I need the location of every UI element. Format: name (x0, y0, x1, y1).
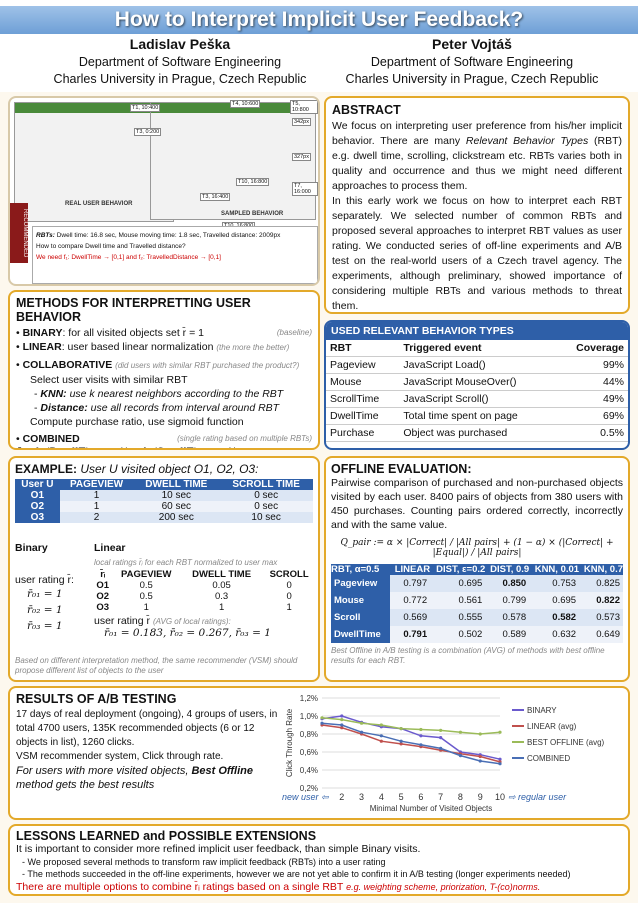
table-row (331, 575, 623, 592)
rbt-header-row (326, 340, 628, 357)
cell: O3 (15, 512, 60, 523)
cell: O2 (15, 501, 60, 512)
author-2-uni: Charles University in Prague, Czech Republic (345, 72, 599, 86)
data-point (479, 732, 482, 735)
collab-desc: Select user visits with similar RBT (30, 374, 188, 386)
data-point (439, 736, 442, 739)
x-tick-label: 9 (477, 792, 483, 802)
methods-body: • BINARY: for all visited objects set r̄ = 1 (baseline) • LINEAR: user based linear normalization (the more the better) • COLLABORATIVE (did users with similar RBT purchased the product?) Select user visits with similar RBT - KNN: use k nearest neighbors according to the RBT - Distance: use all records from interval around RBT Compute purchase ratio, use sigmoid function • COMBINED (single rating based on multiple RBTs) (16, 326, 312, 450)
data-point (459, 731, 462, 734)
data-point (340, 714, 343, 717)
tag-6: 327px (294, 154, 309, 160)
example-subtitle: User U visited object O1, O2, O3: (77, 462, 259, 476)
example-footnote: Based on different interpretation method, the same recommender (VSM) should propose different list of objects to the user (15, 656, 298, 675)
hdr: KNN, 0.7 (579, 564, 623, 575)
cell: O3 (96, 602, 110, 613)
rbts-label: RBTs: (36, 232, 55, 239)
ab-text-2: VSM recommender system, Click through rate. (16, 751, 224, 762)
cell: 0 sec (254, 501, 279, 512)
cell: 0.632 (552, 629, 577, 640)
table-row (326, 357, 628, 374)
sampled-behavior-label: SAMPLED BEHAVIOR (221, 211, 284, 217)
cell: 1 (218, 602, 225, 613)
rbt-header: RBT (326, 340, 399, 357)
cell: DWELL TIME (192, 569, 252, 580)
cell: 200 sec (158, 512, 194, 523)
cell: 0 (286, 591, 292, 602)
ctr-chart (282, 690, 622, 818)
binary-label: BINARY (22, 327, 63, 339)
binary-heading: Binary (15, 542, 48, 554)
y-tick-label: 1,2% (299, 694, 318, 703)
linear-ratings: r̄₀₁ = 0.183, r̄₀₂ = 0.267, r̄₀₃ = 1 (104, 627, 271, 639)
abstract-text-1a: We focus on interpreting user preference from his/her implicit behavior. There are many (332, 120, 622, 147)
tag-5: 342px (294, 119, 309, 125)
binary-rating-1: r̄₀₁ = 1 (27, 588, 63, 600)
table-row (94, 591, 316, 602)
author-2-dept: Department of Software Engineering (370, 55, 574, 69)
ab-text-3a: For users with more visited objects, (16, 765, 192, 777)
tag-8: T10, 16:800 (238, 179, 268, 185)
offline-text: Pairwise comparison of purchased and non-purchased objects visited by each user. 8400 pairs of objects from 380 users with 450 purchases. Counting pairs ordered correctly, incorrectly and with the same value. (331, 477, 623, 531)
rbt-section (324, 320, 630, 450)
cell: DwellTime (331, 626, 390, 643)
cell: O1 (15, 490, 60, 501)
rbt-header: Coverage (556, 340, 628, 357)
data-point (380, 723, 383, 726)
abstract-title: ABSTRACT (332, 103, 401, 117)
cell: Total time spent on page (399, 408, 556, 425)
lin-user-label: user rating r̄ (94, 615, 151, 627)
abstract-text-2: In this early work we focus on how to interpret each RBT separately. We selected number of common RBTs and proposed several approaches to interpret RBT values as user rating. We conducted series of off-line experiments and A/B test on the real-world users of a Czech travel agency. The experiments, although preliminary, showed importance of considering multiple RBTs and various methods to threat them. (332, 195, 622, 312)
data-point (340, 718, 343, 721)
cell: 0.555 (458, 612, 483, 623)
cell: 0.573 (596, 612, 620, 623)
legend-label: COMBINED (527, 754, 571, 763)
methods-title: METHODS FOR INTERPRETTING USER BEHAVIOR (16, 296, 251, 324)
y-tick-label: 1,0% (299, 712, 318, 721)
cell: JavaScript MouseOver() (399, 374, 556, 391)
tag-1: T1, 10:400 (132, 105, 159, 111)
x-tick-label: 4 (378, 792, 384, 802)
author-2-name: Peter Vojtáš (432, 36, 512, 52)
combined-label: COMBINED (22, 433, 80, 445)
cell: 0.5 (139, 591, 153, 602)
author-1-uni: Charles University in Prague, Czech Republic (53, 72, 307, 86)
example-section (8, 456, 320, 682)
legend-label: BEST OFFLINE (avg) (527, 738, 605, 747)
cell: 0.5% (556, 425, 628, 442)
lessons-section (8, 824, 630, 896)
distance-desc: use all records from interval around RBT (87, 402, 280, 414)
example-header-row (15, 479, 313, 490)
combined-formula (16, 446, 312, 450)
cell: SCROLL (269, 569, 309, 580)
hdr: KNN, 0.01 (529, 564, 579, 575)
cell: Pageview (331, 575, 390, 592)
methods-section (8, 290, 320, 450)
x-tick-label: 10 (494, 792, 506, 802)
hdr: RBT, α=0.5 (331, 564, 390, 575)
recommended-label: RECOMMENDED (10, 203, 28, 263)
y-axis-label: Click Through Rate (285, 708, 294, 778)
cell: 0.850 (502, 578, 527, 589)
table-row (326, 391, 628, 408)
local-ratings-note: local ratings r̄ᵢ for each RBT normalized to user max (94, 558, 278, 567)
cell: 60 sec (161, 501, 192, 512)
qpair-formula: Q_pair := α × |Correct| / |All pairs| + (1 − α) × (|Correct| + |Equal|) / |All pairs| (340, 538, 614, 558)
linear-label: LINEAR (22, 341, 62, 353)
cell: 0.753 (552, 578, 577, 589)
rbt-header: Triggered event (399, 340, 556, 357)
cell: 0.695 (458, 578, 483, 589)
ab-text (16, 708, 281, 792)
cell: r̄ᵢ (100, 569, 106, 580)
data-point (498, 731, 501, 734)
data-point (400, 727, 403, 730)
cell: 44% (556, 374, 628, 391)
x-tick-label: 6 (418, 792, 424, 802)
cell: Purchase (326, 425, 399, 442)
author-1-name: Ladislav Peška (129, 36, 231, 52)
cell: Mouse (331, 592, 390, 609)
lessons-red-1b: e.g. weighting scheme, priorization, T-(co)norms. (346, 881, 541, 892)
author-2 (322, 36, 622, 88)
distance-label: Distance: (40, 402, 88, 414)
hdr: DIST, ε=0.2 (430, 564, 485, 575)
data-point (479, 759, 482, 762)
linear-desc: : user based linear normalization (61, 341, 214, 353)
abstract-text-1b: (RBT) e.g. dwell time, scrolling, clickstream etc. RBTs varies both in quality and occurrence and thus we might need different approaches to process them. (332, 135, 622, 192)
data-point (340, 723, 343, 726)
data-point (419, 728, 422, 731)
ab-text-1: 17 days of real deployment (ongoing), 4 groups of users, in total 4700 users, 135K recommended objects (6 or 12 objects in list), 1260 clicks. (16, 709, 278, 748)
tag-4: T3, 0:200 (136, 129, 160, 135)
series-line-0 (322, 716, 500, 759)
cell: 1 (93, 501, 100, 512)
data-point (439, 747, 442, 750)
collab-compute: Compute purchase ratio, use sigmoid function (30, 416, 244, 428)
table-row (15, 501, 313, 512)
offline-section (324, 456, 630, 682)
table-row (326, 425, 628, 442)
tag-2: T4, 10:600 (232, 101, 259, 107)
ab-title: RESULTS OF A/B TESTING (16, 692, 177, 706)
data-point (400, 740, 403, 743)
poster-title: How to Interpret Implicit User Feedback? (0, 6, 638, 34)
cell: 0.772 (403, 595, 428, 606)
compare-question: How to compare Dwell time and Travelled distance? (36, 243, 186, 250)
cell: 10 sec (251, 512, 281, 523)
author-1 (30, 36, 330, 88)
cell: O1 (96, 580, 110, 591)
y-tick-label: 0,2% (299, 784, 318, 793)
table-row (326, 408, 628, 425)
cell: 0.561 (458, 595, 483, 606)
x-axis-label: Minimal Number of Visited Objects (369, 804, 493, 813)
table-row (94, 602, 316, 613)
cell: JavaScript Scroll() (399, 391, 556, 408)
cell: Scroll (331, 609, 390, 626)
y-tick-label: 0,6% (299, 748, 318, 757)
cell: 0.582 (552, 612, 577, 623)
tag-9: T3, 16:400 (202, 194, 229, 200)
cell: Object was purchased (399, 425, 556, 442)
legend-label: BINARY (527, 706, 557, 715)
cell: Mouse (326, 374, 399, 391)
table-row (331, 626, 623, 643)
ab-text-3c: method gets the best results (16, 779, 155, 791)
cell: 0 (286, 580, 292, 591)
ab-section (8, 686, 630, 820)
linear-note: (the more the better) (216, 343, 290, 352)
cell: 10 sec (161, 490, 192, 501)
cell: PAGEVIEW (120, 569, 172, 580)
x-tick-label: 2 (339, 792, 345, 802)
offline-table (331, 564, 623, 643)
table-row (15, 490, 313, 501)
user-rating-label: user rating r̄: (15, 574, 74, 586)
table-row (94, 580, 316, 591)
cell: 1 (143, 602, 149, 613)
new-user-label: new user ⇦ (282, 792, 329, 802)
collab-label: COLLABORATIVE (22, 359, 113, 371)
lessons-red-2 (16, 893, 622, 896)
cell: 0.569 (403, 612, 428, 623)
linear-table (94, 569, 316, 613)
example-table (15, 479, 313, 523)
lessons-body: It is important to consider more refined implicit user feedback, than simple Binary visits. - We proposed several methods to transform raw implicit feedback (RBTs) into a user rating - The methods succeeded in the off-line experiments, however we are not yet able to confirm it in A/B testing (longer experiments needed) There are multiple options to combine r̄ᵢ ratings based on a single RBT e.g. weighting scheme, priorization, T-(co)norms. (16, 843, 622, 896)
linear-column (94, 542, 316, 639)
tag-7: T7, 16:000 (292, 182, 318, 196)
cell: 0.05 (212, 580, 231, 591)
lessons-bullet-1: We proposed several methods to transform raw implicit feedback (RBTs) into a user rating (27, 856, 386, 867)
hdr: User U (15, 479, 60, 490)
abstract-section (324, 96, 630, 314)
cell: DwellTime (326, 408, 399, 425)
abstract-text-1i: Relevant Behavior Types (465, 135, 589, 147)
y-tick-label: 0,8% (299, 730, 318, 739)
cell: 1 (286, 602, 292, 613)
real-behavior-label: REAL USER BEHAVIOR (65, 201, 133, 207)
behavior-illustration (8, 96, 320, 286)
ab-text-3b: Best Offline (191, 765, 253, 777)
example-title: EXAMPLE: (15, 462, 78, 476)
x-tick-label: 5 (398, 792, 404, 802)
legend-label: LINEAR (avg) (527, 722, 577, 731)
need-functions: We need f₁: DwellTime → [0,1] and f₂: TravelledDistance → [0,1] (36, 254, 221, 261)
data-point (380, 734, 383, 737)
data-point (320, 716, 323, 719)
rbts-values: Dwell time: 16.8 sec, Mouse moving time: 1.8 sec, Travelled distance: 2009px (56, 232, 281, 239)
knn-label: KNN: (40, 388, 67, 400)
data-point (320, 722, 323, 725)
data-point (498, 762, 501, 765)
knn-desc: use k nearest neighbors according to the RBT (66, 388, 284, 400)
cell: 69% (556, 408, 628, 425)
cell: JavaScript Load() (399, 357, 556, 374)
offline-header-row (331, 564, 623, 575)
lin-avg-note: (AVG of local ratings): (152, 617, 231, 626)
rbt-table (326, 340, 628, 442)
lessons-red-1a: There are multiple options to combine r̄ᵢ ratings based on a single RBT (16, 880, 347, 893)
collab-note: (did users with similar RBT purchased the product?) (115, 361, 300, 370)
author-1-dept: Department of Software Engineering (78, 55, 282, 69)
table-row (94, 569, 316, 580)
data-point (380, 740, 383, 743)
hdr: DWELL TIME (133, 479, 219, 490)
rbt-info-box (32, 226, 318, 284)
data-point (479, 755, 482, 758)
cell: 0.589 (502, 629, 527, 640)
cell: 0.695 (552, 595, 577, 606)
binary-desc: : for all visited objects set r̄ = 1 (62, 327, 204, 339)
data-point (360, 731, 363, 734)
cell: Pageview (326, 357, 399, 374)
cell: 0.3 (214, 591, 229, 602)
cell: 99% (556, 357, 628, 374)
data-point (439, 729, 442, 732)
x-tick-label: 7 (438, 792, 444, 802)
cell: 1 (93, 490, 100, 501)
linear-heading: Linear (94, 542, 126, 554)
rbt-title: USED RELEVANT BEHAVIOR TYPES (326, 322, 628, 340)
table-row (326, 374, 628, 391)
cell: 49% (556, 391, 628, 408)
cell: 0.502 (458, 629, 483, 640)
cell: ScrollTime (326, 391, 399, 408)
cell: 0 sec (254, 490, 279, 501)
binary-rating-2: r̄₀₂ = 1 (27, 604, 63, 616)
abstract-body (332, 119, 622, 314)
combined-note: (single rating based on multiple RBTs) (177, 434, 312, 443)
binary-rating-3: r̄₀₃ = 1 (27, 620, 63, 632)
hdr: SCROLL TIME (219, 479, 313, 490)
data-point (419, 734, 422, 737)
cell: 0.825 (596, 578, 620, 589)
lessons-title: LESSONS LEARNED and POSSIBLE EXTENSIONS (16, 829, 317, 843)
data-point (459, 754, 462, 757)
data-point (419, 743, 422, 746)
x-tick-label: 3 (359, 792, 365, 802)
binary-column (15, 542, 90, 634)
lessons-text-1: It is important to consider more refined implicit user feedback, than simple Binary visits. (16, 843, 421, 855)
data-point (360, 722, 363, 725)
table-row (331, 609, 623, 626)
offline-title: OFFLINE EVALUATION: (331, 462, 472, 476)
hdr: LINEAR (390, 564, 430, 575)
cell: 0.5 (139, 580, 153, 591)
binary-note: (baseline) (276, 328, 312, 337)
header (0, 0, 638, 92)
x-tick-label: 8 (457, 792, 463, 802)
regular-user-label: ⇨ regular user (508, 792, 567, 802)
tag-3: T5, 10:800 (290, 100, 318, 114)
lessons-bullet-2: The methods succeeded in the off-line experiments, however we are not yet able to confirm it in A/B testing (longer experiments needed) (27, 869, 571, 879)
cell: 0.797 (403, 578, 428, 589)
offline-note: Best Offline in A/B testing is a combination (AVG) of methods with best offline results for each RBT. (331, 646, 605, 665)
cell: 0.799 (502, 595, 527, 606)
hdr: PAGEVIEW (60, 479, 134, 490)
y-tick-label: 0,4% (299, 766, 318, 775)
table-row (331, 592, 623, 609)
cell: 2 (93, 512, 100, 523)
hdr: DIST, 0.9 (485, 564, 529, 575)
cell: 0.791 (403, 629, 428, 640)
table-row (15, 512, 313, 523)
cell: O2 (96, 591, 110, 602)
cell: 0.578 (502, 612, 527, 623)
cell: 0.822 (596, 595, 620, 606)
cell: 0.649 (596, 629, 620, 640)
